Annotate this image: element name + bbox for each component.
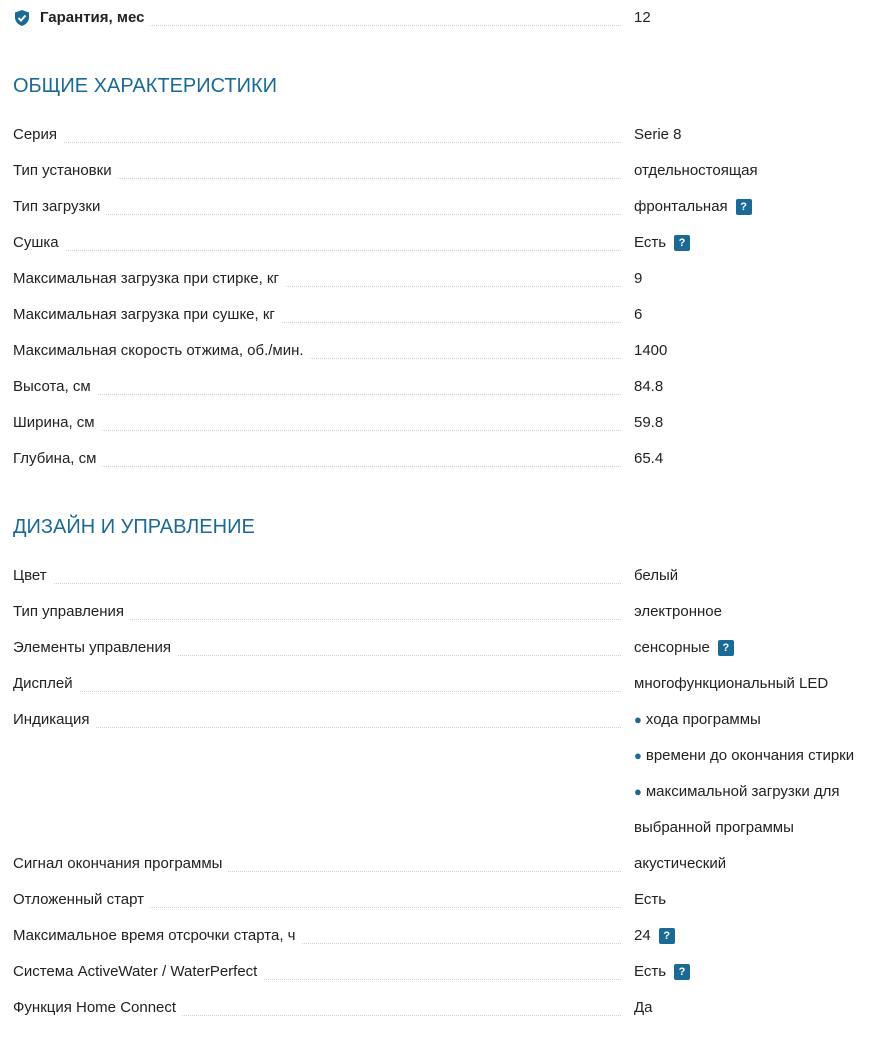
spec-label: Система ActiveWater / WaterPerfect — [13, 962, 263, 982]
spec-label: Тип установки — [13, 161, 118, 181]
spec-value — [634, 341, 667, 361]
spec-row — [0, 558, 877, 594]
spec-value — [634, 197, 752, 217]
spec-value — [634, 674, 828, 694]
spec-value: 12 — [634, 9, 651, 26]
spec-row — [0, 333, 877, 369]
spec-value — [634, 890, 666, 910]
spec-row — [0, 153, 877, 189]
spec-value — [634, 269, 642, 289]
spec-row — [0, 225, 877, 261]
help-icon[interactable]: ? — [736, 199, 752, 215]
help-icon[interactable]: ? — [674, 964, 690, 980]
spec-value-text: белый — [634, 567, 679, 584]
spec-value — [634, 638, 734, 658]
indication-item-continuation: выбранной программы — [634, 819, 794, 836]
spec-value-text: Есть — [634, 234, 667, 251]
spec-label: Ширина, см — [13, 413, 101, 433]
spec-label: Максимальное время отсрочки старта, ч — [13, 926, 301, 946]
spec-value-text: многофункциональный LED — [634, 675, 829, 692]
spec-row — [0, 594, 877, 630]
spec-label: Цвет — [13, 566, 53, 586]
spec-row — [0, 117, 877, 153]
indication-item: ● хода программы — [634, 711, 761, 728]
spec-label: Высота, см — [13, 377, 97, 397]
bullet-icon: ● — [634, 712, 642, 727]
spec-value — [634, 305, 642, 325]
spec-value-text: Serie 8 — [634, 126, 682, 143]
spec-label: Дисплей — [13, 674, 79, 694]
dotted-leader — [13, 430, 621, 431]
spec-row — [0, 297, 877, 333]
spec-row — [0, 405, 877, 441]
section-title-general: ОБЩИЕ ХАРАКТЕРИСТИКИ — [13, 75, 278, 97]
spec-label: Гарантия, мес — [40, 8, 150, 28]
spec-value-text: отдельностоящая — [634, 162, 758, 179]
spec-row — [0, 846, 877, 882]
spec-value-text: 59.8 — [634, 414, 664, 431]
dotted-leader — [13, 727, 621, 728]
spec-value — [634, 926, 675, 946]
help-icon[interactable]: ? — [659, 928, 675, 944]
spec-row — [0, 189, 877, 225]
spec-value-text: 84.8 — [634, 378, 664, 395]
dotted-leader — [13, 394, 621, 395]
spec-value — [634, 449, 663, 469]
spec-row — [0, 990, 877, 1026]
spec-value — [634, 566, 678, 586]
spec-row — [0, 630, 877, 666]
spec-value — [634, 962, 690, 982]
spec-label: Максимальная загрузка при сушке, кг — [13, 305, 281, 325]
spec-value-text: Да — [634, 999, 653, 1016]
bullet-icon: ● — [634, 784, 642, 799]
indication-item: ● времени до окончания стирки — [634, 747, 855, 764]
spec-value — [634, 602, 722, 622]
dotted-leader — [13, 583, 621, 584]
spec-value — [634, 998, 653, 1018]
dotted-leader — [13, 250, 621, 251]
spec-label: Индикация — [13, 710, 96, 730]
spec-value — [634, 413, 663, 433]
spec-value-text: 65.4 — [634, 450, 664, 467]
spec-label: Сушка — [13, 233, 65, 253]
help-icon[interactable]: ? — [718, 640, 734, 656]
spec-value-text: 24 — [634, 927, 651, 944]
section-title-design: ДИЗАЙН И УПРАВЛЕНИЕ — [13, 516, 255, 538]
spec-label: Тип загрузки — [13, 197, 106, 217]
spec-label: Сигнал окончания программы — [13, 854, 228, 874]
spec-value — [634, 161, 758, 181]
spec-value-text: 9 — [634, 270, 643, 287]
spec-value — [634, 233, 690, 253]
spec-row — [0, 918, 877, 954]
spec-row — [0, 441, 877, 477]
spec-value — [634, 854, 726, 874]
spec-value-text: Есть — [634, 891, 667, 908]
spec-label: Глубина, см — [13, 449, 102, 469]
spec-value-text: 1400 — [634, 342, 668, 359]
spec-label: Отложенный старт — [13, 890, 150, 910]
spec-label: Серия — [13, 125, 63, 145]
spec-label: Элементы управления — [13, 638, 177, 658]
spec-row-warranty — [0, 0, 877, 36]
dotted-leader — [13, 466, 621, 467]
dotted-leader — [13, 691, 621, 692]
spec-value — [634, 125, 682, 145]
spec-row — [0, 369, 877, 405]
spec-value-text: фронтальная — [634, 198, 728, 215]
help-icon[interactable]: ? — [674, 235, 690, 251]
indication-item: ● максимальной загрузки для — [634, 783, 840, 800]
spec-label: Функция Home Connect — [13, 998, 182, 1018]
spec-value-text: электронное — [634, 603, 722, 620]
dotted-leader — [13, 142, 621, 143]
spec-label: Тип управления — [13, 602, 130, 622]
spec-label: Максимальная скорость отжима, об./мин. — [13, 341, 310, 361]
spec-value — [634, 377, 663, 397]
bullet-icon: ● — [634, 748, 642, 763]
shield-check-icon — [13, 9, 31, 27]
spec-row — [0, 882, 877, 918]
spec-value-text: 6 — [634, 306, 643, 323]
spec-value-text: сенсорные — [634, 639, 710, 656]
spec-label: Максимальная загрузка при стирке, кг — [13, 269, 285, 289]
spec-row — [0, 666, 877, 702]
spec-value-text: Есть — [634, 963, 667, 980]
spec-row — [0, 954, 877, 990]
spec-row — [0, 261, 877, 297]
spec-value-text: акустический — [634, 855, 727, 872]
